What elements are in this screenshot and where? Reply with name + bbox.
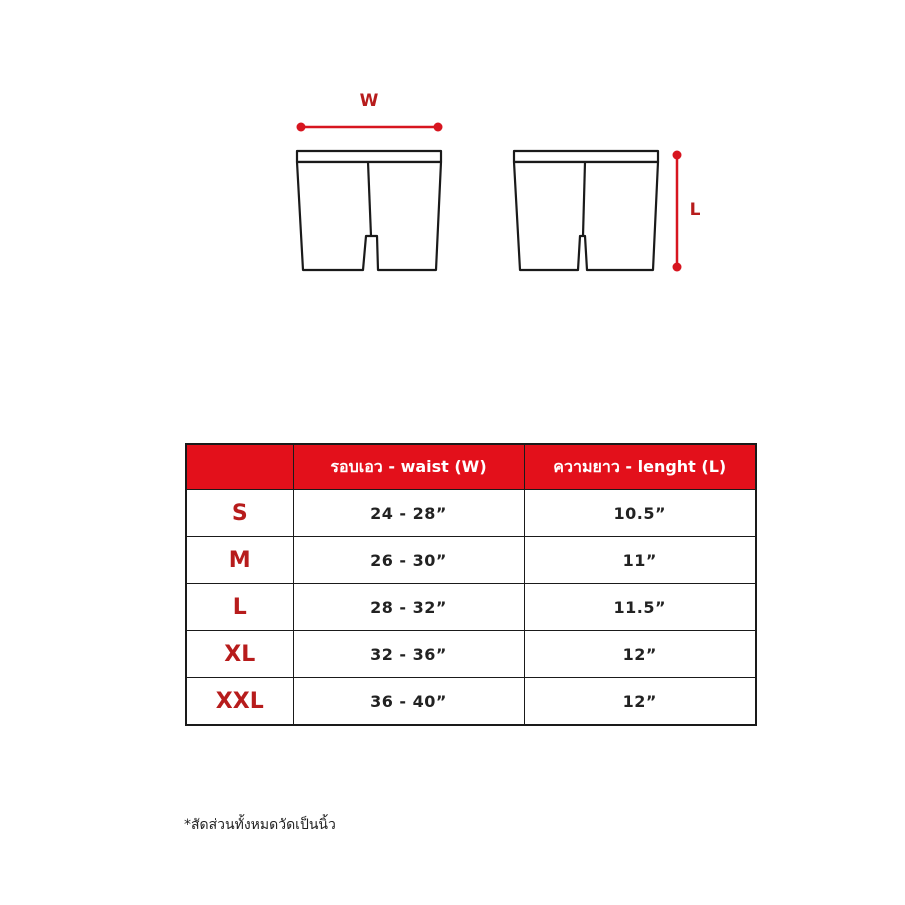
waist-value: 26 - 30” <box>293 537 524 584</box>
shorts-front-drawing <box>297 151 441 270</box>
length-value: 12” <box>524 678 756 726</box>
waist-value: 36 - 40” <box>293 678 524 726</box>
measurement-footnote: *สัดส่วนทั้งหมดวัดเป็นนิ้ว <box>184 817 336 833</box>
size-label: XXL <box>186 678 293 726</box>
shorts-back-drawing <box>514 151 658 270</box>
size-chart-table <box>185 443 757 726</box>
size-label: XL <box>186 631 293 678</box>
table-row <box>186 631 756 678</box>
length-value: 10.5” <box>524 490 756 537</box>
table-header-row <box>186 444 756 490</box>
table-row <box>186 584 756 631</box>
table-row <box>186 537 756 584</box>
waist-value: 32 - 36” <box>293 631 524 678</box>
length-value: 12” <box>524 631 756 678</box>
table-row <box>186 678 756 726</box>
waist-value: 24 - 28” <box>293 490 524 537</box>
size-label: L <box>186 584 293 631</box>
table-row <box>186 490 756 537</box>
length-label: L <box>689 200 701 220</box>
size-label: S <box>186 490 293 537</box>
header-waist-column: รอบเอว - waist (W) <box>293 444 524 490</box>
width-measure-line <box>297 123 443 132</box>
shorts-measurement-diagram <box>0 0 905 300</box>
length-value: 11” <box>524 537 756 584</box>
length-measure-line <box>673 151 682 272</box>
length-value: 11.5” <box>524 584 756 631</box>
header-size-column <box>186 444 293 490</box>
width-label: W <box>359 91 379 111</box>
header-length-column: ความยาว - lenght (L) <box>524 444 756 490</box>
waist-value: 28 - 32” <box>293 584 524 631</box>
size-label: M <box>186 537 293 584</box>
